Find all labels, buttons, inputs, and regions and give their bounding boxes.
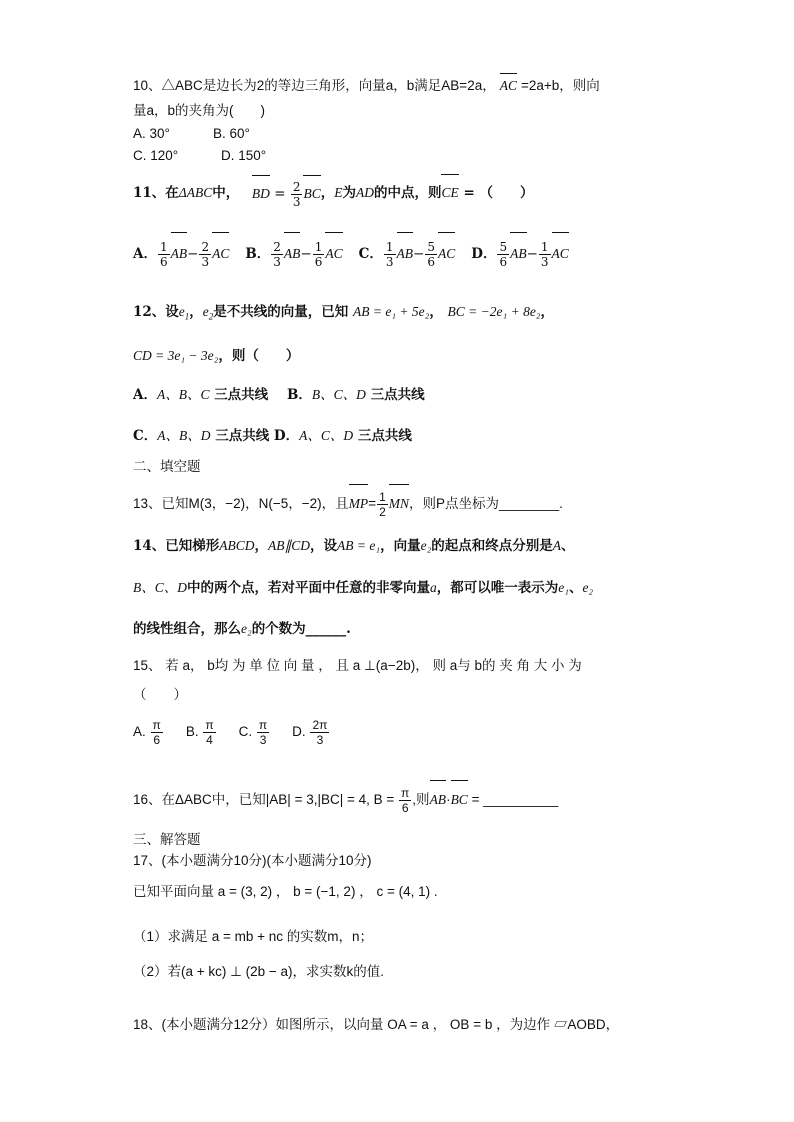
q14-line1-e: 、 (561, 538, 575, 554)
q14-line1-b: ，设 (310, 538, 338, 554)
q13-fraction (377, 490, 388, 519)
q11-tail2: 的中点，则 (373, 185, 442, 201)
q12-option-a-points: A、B、C (156, 387, 210, 402)
q11-frac-num: 2 (292, 179, 301, 194)
q14-line1 (133, 535, 575, 557)
q14-line1-d: 的起点和终点分别是 (431, 538, 553, 554)
q15-options (133, 714, 352, 750)
q12-option-a-text: 三点共线 (214, 387, 269, 403)
frac-num: 5 (499, 240, 508, 254)
q12-option-b-label: B． (287, 387, 312, 403)
frac-num: π (258, 717, 268, 732)
section-solutions-heading: 三、解答题 (133, 832, 201, 848)
q15-option-label: B. (185, 724, 199, 739)
q10-text-tail: =2a+b，则向 (520, 78, 600, 93)
minus-sign: − (526, 246, 538, 262)
vector-bc: BC (303, 179, 320, 209)
q14-e2-c: e₂ (241, 621, 252, 636)
q14-line1-a: 14、已知梯形 (133, 538, 220, 554)
q16-frac-den: 6 (401, 800, 409, 815)
q11-option-frac1 (384, 240, 396, 269)
q12-option-c[interactable] (133, 425, 269, 447)
q14-sep1: ， (254, 538, 269, 554)
q10-option-b[interactable]: B. 60° (213, 126, 250, 141)
vector: AB (284, 236, 301, 272)
q12-e2: e (202, 304, 209, 319)
q11-option-frac1 (497, 240, 509, 269)
frac-num: 5 (427, 240, 435, 254)
q13-frac-den: 2 (379, 504, 386, 519)
q11-frac-den: 3 (292, 194, 301, 209)
q12-sep: ， (189, 304, 203, 320)
q11-triangle: ΔABC (178, 185, 213, 200)
q11-option-frac2 (313, 240, 325, 269)
q11-options (133, 236, 585, 272)
q11-option-d[interactable] (471, 236, 569, 272)
vector-bc-q16: BC (451, 784, 468, 816)
q15-option-a[interactable] (133, 714, 164, 750)
vector: AC (438, 236, 455, 272)
q16-dot: · (446, 792, 451, 807)
q12-option-c-points: A、B、D (157, 428, 211, 443)
q11-segment-ad: AD (355, 185, 374, 200)
q12-options-row1 (133, 384, 425, 406)
vector: AB (171, 236, 188, 272)
q12-option-b[interactable] (287, 384, 425, 406)
q14-vector-a: a (430, 580, 437, 595)
q10-option-c[interactable]: C. 120° (133, 148, 179, 163)
vector: AC (212, 236, 229, 272)
q11-option-label: D． (471, 246, 497, 262)
q12-option-d[interactable] (274, 425, 412, 447)
vector: AB (510, 236, 527, 272)
q15-option-frac (151, 718, 163, 747)
q12-options-row2 (133, 425, 412, 447)
q11-stem (133, 178, 533, 209)
q11-option-label: B． (245, 246, 271, 262)
vector: AC (552, 236, 569, 272)
frac-den: 3 (385, 255, 394, 269)
q14-e2: e₂ (420, 538, 432, 553)
q14-line2-b: 中的两个点，若对平面中任意的非零向量 (187, 580, 430, 596)
q11-fraction (291, 180, 303, 209)
frac-num: π (205, 717, 214, 732)
q13-frac-num: 1 (379, 489, 386, 504)
q11-condition (252, 179, 321, 209)
q16-fraction (399, 786, 411, 815)
vector: AB (397, 236, 414, 272)
frac-num: π (152, 717, 161, 732)
q14-line1-c: ，向量 (380, 538, 421, 554)
q11-option-frac2 (425, 240, 437, 269)
frac-den: 3 (273, 255, 281, 269)
minus-sign: − (413, 246, 425, 262)
frac-num: 2π (312, 717, 328, 732)
q13-eq: = (368, 496, 377, 511)
q14-ab-e1: AB = e₁ (337, 538, 381, 553)
frac-den: 4 (206, 732, 213, 747)
frac-den: 6 (314, 255, 323, 269)
vector: AC (325, 236, 342, 272)
q11-tail1: 为 (342, 185, 356, 201)
q16-text-c: = __________ (467, 792, 559, 807)
q10-options-row2 (133, 147, 266, 165)
frac-den: 6 (427, 255, 435, 269)
q15-option-d[interactable] (292, 714, 330, 750)
minus-sign: − (300, 246, 312, 262)
q14-sep2: 、 (568, 580, 583, 596)
q15-option-frac (257, 718, 269, 747)
frac-den: 3 (201, 255, 210, 269)
q12-ab-expr: AB = e₁ + 5e₂ (353, 304, 430, 319)
q14-parallel: AB∥CD (268, 538, 311, 553)
q11-option-frac1 (158, 240, 170, 269)
q12-option-a-label: A． (133, 387, 157, 403)
q16-frac-num: π (401, 785, 410, 800)
q16-text-a: 16、在ΔABC中，已知|AB| = 3,|BC| = 4, B = (133, 792, 399, 807)
q12-e1-sub: 1 (184, 311, 190, 322)
q12-option-d-label: D． (273, 428, 300, 444)
q12-lead: 12、设 (133, 304, 179, 320)
q16-text-b: ,则 (412, 792, 430, 807)
frac-den: 6 (159, 255, 168, 269)
q10-option-a[interactable]: A. 30° (133, 126, 170, 141)
q11-tail3: = （ ） (458, 185, 534, 201)
q16-stem (133, 784, 558, 816)
q15-option-frac (203, 718, 215, 747)
q15-option-frac (310, 718, 329, 747)
q17-part2: （2）若(a + kc) ⊥ (2b − a)，求实数k的值. (133, 964, 385, 979)
q12-option-d-text: 三点共线 (357, 428, 412, 444)
q11-option-label: A． (133, 246, 157, 262)
q11-option-a[interactable] (133, 236, 229, 272)
q12-option-b-points: B、C、D (311, 387, 366, 402)
q15-option-label: C. (238, 724, 253, 739)
q14-point-a: A (552, 538, 562, 553)
q12-option-c-text: 三点共线 (215, 428, 270, 444)
vector-mp: MP (349, 488, 369, 520)
q12-mid: 是不共线的向量，已知 (213, 304, 349, 320)
frac-num: 1 (385, 240, 394, 254)
frac-num: 1 (159, 240, 168, 254)
minus-sign: − (187, 246, 199, 262)
q14-points-bcd: B、C、D (133, 580, 187, 595)
q10-options-row1 (133, 125, 250, 143)
q15-line2: （ ） (133, 687, 187, 702)
q12-option-b-text: 三点共线 (370, 387, 425, 403)
q17-header: 17、(本小题满分10分)(本小题满分10分) (133, 853, 372, 868)
q11-option-label: C． (358, 246, 383, 262)
q15-option-b[interactable] (186, 714, 217, 750)
q11-eq: = (269, 185, 290, 202)
q14-line3 (133, 618, 351, 640)
q11-point-e: E (334, 185, 343, 200)
q12-tail: ，则（ ） (218, 348, 300, 364)
q12-option-a[interactable] (133, 384, 268, 406)
q12-e2-sub: 2 (208, 311, 214, 322)
q10-line1 (133, 77, 600, 95)
q11-option-frac2 (539, 240, 551, 269)
frac-den: 3 (259, 732, 267, 747)
q11-lead: 11、在 (133, 185, 179, 201)
q15-option-c[interactable] (239, 714, 271, 750)
q12-option-d-points: A、C、D (299, 428, 354, 443)
q14-abcd: ABCD (219, 538, 255, 553)
q13-stem (133, 488, 563, 520)
q10-line2: 量a，b的夹角为( ) (133, 103, 266, 118)
vector-ab: AB (430, 784, 447, 816)
frac-den: 6 (499, 255, 508, 269)
q17-part1: （1）求满足 a = mb + nc 的实数m，n； (133, 929, 374, 944)
q13-text-a: 13、已知M(3，−2)，N(−5，−2)，且 (133, 496, 349, 511)
vector-ac: AC (499, 78, 517, 93)
q14-line2 (133, 577, 593, 599)
frac-den: 3 (316, 732, 324, 747)
q12-option-c-label: C． (133, 428, 158, 444)
q14-line3-a: 的线性组合，那么 (133, 621, 241, 637)
q15-line1: 15、 若 a， b均 为 单 位 向 量 ， 且 a ⊥(a−2b)， 则 a与 b的 夹 角 大 小 为 (133, 658, 582, 673)
section-fill-in-heading: 二、填空题 (133, 459, 201, 475)
q15-option-label: A. (133, 724, 146, 739)
q14-e2-b: e₂ (582, 580, 594, 595)
q14-line3-b: 的个数为______. (251, 621, 351, 637)
frac-num: 2 (201, 240, 210, 254)
q11-option-frac1 (271, 240, 283, 269)
q11-mid: 中， (212, 185, 240, 201)
q11-option-frac2 (199, 240, 211, 269)
q11-option-b[interactable] (245, 236, 342, 272)
vector-mn: MN (389, 488, 409, 520)
q12-e1: e (178, 304, 185, 319)
vector-ce: CE (441, 178, 458, 208)
frac-den: 3 (540, 255, 549, 269)
q10-text: 10、△ABC是边长为2的等边三角形，向量a，b满足AB=2a， (133, 78, 496, 93)
q14-e1: e₁ (558, 580, 569, 595)
frac-num: 2 (273, 240, 281, 254)
vector-e2 (202, 304, 214, 322)
q10-option-d[interactable]: D. 150° (221, 148, 267, 163)
q12-stem-line1: 12、设$e_1$，$e_2$是不共线的向量，已知 AB = e₁ + 5e₂， BC = −2e₁ + 8e₂， (133, 304, 554, 322)
frac-den: 6 (153, 732, 161, 747)
frac-num: 1 (314, 240, 323, 254)
vector-bd: BD (252, 179, 270, 209)
q12-stem-line2 (133, 344, 299, 368)
q17-given: 已知平面向量 a = (3, 2) ， b = (−1, 2) ， c = (4, 1) . (133, 884, 438, 899)
q12-cd-expr: CD = 3e₁ − 3e₂ (133, 348, 219, 363)
q14-line2-c: ，都可以唯一表示为 (436, 580, 559, 596)
q12-bc-expr: BC = −2e₁ + 8e₂ (447, 304, 541, 319)
vector-e1 (178, 304, 190, 322)
q15-option-label: D. (292, 724, 306, 739)
frac-num: 1 (540, 240, 549, 254)
q13-text-b: ，则P点坐标为________. (409, 496, 563, 511)
q11-comma: ， (320, 185, 335, 201)
q11-option-c[interactable] (359, 236, 456, 272)
q18-line: 18、(本小题满分12分）如图所示，以向量 OA = a ， OB = b ，为边作 ▱AOBD， (133, 1017, 620, 1032)
